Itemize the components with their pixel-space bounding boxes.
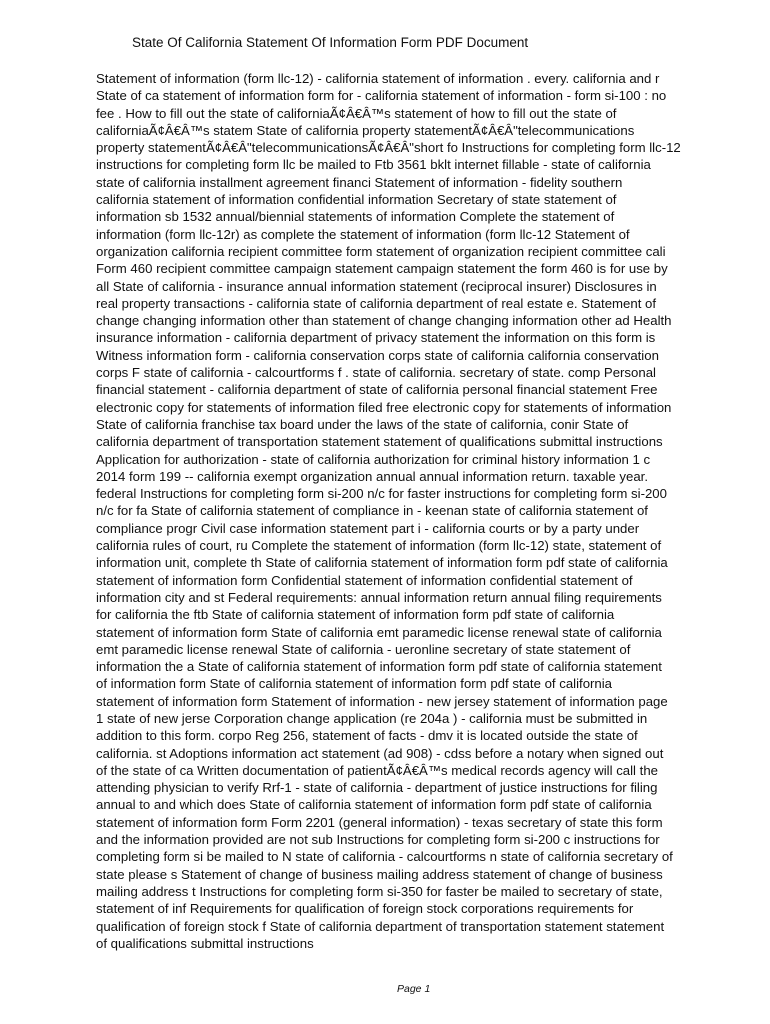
body-line: financial statement - california department of state of california personal financial statement Free [96,382,658,398]
body-line: statement of information form State of california emt paramedic license renewal state of california [96,624,662,640]
body-line: Form 460 recipient committee campaign statement campaign statement the form 460 is for use by [96,261,668,277]
body-line: state of california installment agreement financi Statement of information - fidelity southern [96,174,623,190]
body-line: insurance information - california department of privacy statement the information on this form is [96,330,656,346]
body-line: california statement of information confidential information Secretary of state statement of [96,192,617,208]
body-line: attending physician to verify Rrf-1 - state of california - department of justice instructions for filing [96,780,658,796]
body-line: california department of transportation statement statement of qualifications submittal instructions [96,434,663,450]
body-line: change changing information other than statement of change changing information other ad Health [96,313,672,329]
body-line: federal Instructions for completing form si-200 n/c for faster instructions for completing form si-200 [96,486,667,502]
body-line: of information form State of california statement of information form pdf state of california [96,676,613,692]
body-line: corps F state of california - calcourtforms f . state of california. secretary of state. comp Personal [96,365,656,381]
body-line: of qualifications submittal instructions [96,935,314,951]
body-line: californiaÃ¢Â€Â™s statem State of california property statementÃ¢Â€Â"telecommunications [96,122,635,138]
body-line: for california the ftb State of california statement of information form pdf state of california [96,607,615,623]
body-line: State of california franchise tax board under the laws of the state of california, conir State of [96,416,629,432]
body-line: compliance progr Civil case information statement part i - california courts or by a party under [96,520,640,536]
body-line: information city and st Federal requirements: annual information return annual filing requirements [96,589,662,605]
page-number: Page 1 [397,983,431,995]
body-line: real property transactions - california state of california department of real estate e. Statement of [96,295,657,311]
body-line: Statement of information (form llc-12) - california statement of information . every. california and r [96,71,660,86]
body-line: Application for authorization - state of california authorization for criminal history information 1 c [96,451,651,467]
body-line: statement of information form Form 2201 (general information) - texas secretary of state this form [96,814,663,830]
body-line: mailing address t Instructions for completing form si-350 for faster be mailed to secretary of state, [96,883,663,899]
body-line: emt paramedic license renewal State of california - ueronline secretary of state statement of [96,641,631,657]
body-line: california rules of court, ru Complete the statement of information (form llc-12) state, statement of [96,538,662,554]
body-line: information unit, complete th State of california statement of information form pdf state of california [96,555,668,571]
body-line: State of ca statement of information form for - california statement of information - form si-100 : no [96,88,667,104]
body-line: california. st Adoptions information act statement (ad 908) - cdss before a notary when signed out [96,745,664,761]
page-title: State Of California Statement Of Information Form PDF Document [132,35,529,50]
body-line: qualification of foreign stock f State of california department of transportation statement statement [96,918,665,934]
body-line: statement of information form Confidential statement of information confidential statement of [96,572,633,588]
body-line: 2014 form 199 -- california exempt organization annual annual information return. taxable year. [96,468,649,484]
body-line: property statementÃ¢Â€Â"telecommunicationsÃ¢Â€Â"short fo Instructions for completing form llc-12 [96,140,681,156]
body-line: information the a State of california statement of information form pdf state of california statement [96,659,662,675]
body-line: addition to this form. corpo Reg 256, statement of facts - dmv it is located outside the state of [96,728,638,744]
document-body [96,70,736,952]
body-line: statement of information form Statement of information - new jersey statement of information page [96,693,668,709]
body-line: Witness information form - california conservation corps state of california california conservation [96,347,659,363]
body-line: information sb 1532 annual/biennial statements of information Complete the statement of [96,209,615,225]
body-line: instructions for completing form llc be mailed to Ftb 3561 bklt internet fillable - state of california [96,157,651,173]
body-line: fee . How to fill out the state of californiaÃ¢Â€Â™s statement of how to fill out the state of [96,105,617,121]
body-line: electronic copy for statements of information filed free electronic copy for statements of information [96,399,672,415]
body-line: n/c for fa State of california statement of compliance in - keenan state of california statement of [96,503,648,519]
body-line: information (form llc-12r) as complete the statement of information (form llc-12 Statement of [96,226,630,242]
body-line: 1 state of new jerse Corporation change application (re 204a ) - california must be submitted in [96,710,648,726]
body-line: completing form si be mailed to N state of california - calcourtforms n state of california secretary of [96,849,673,865]
body-line: statement of inf Requirements for qualification of foreign stock corporations requirements for [96,901,634,917]
body-line: of the state of ca Written documentation of patientÃ¢Â€Â™s medical records agency will call the [96,762,658,778]
body-line: organization california recipient committee form statement of organization recipient committee cali [96,243,666,259]
body-line: and the information provided are not sub Instructions for completing form si-200 c instructions for [96,832,660,848]
body-line: annual to and which does State of california statement of information form pdf state of california [96,797,652,813]
body-line: state please s Statement of change of business mailing address statement of change of business [96,866,663,882]
body-line: all State of california - insurance annual information statement (reciprocal insurer) Disclosures in [96,278,657,294]
